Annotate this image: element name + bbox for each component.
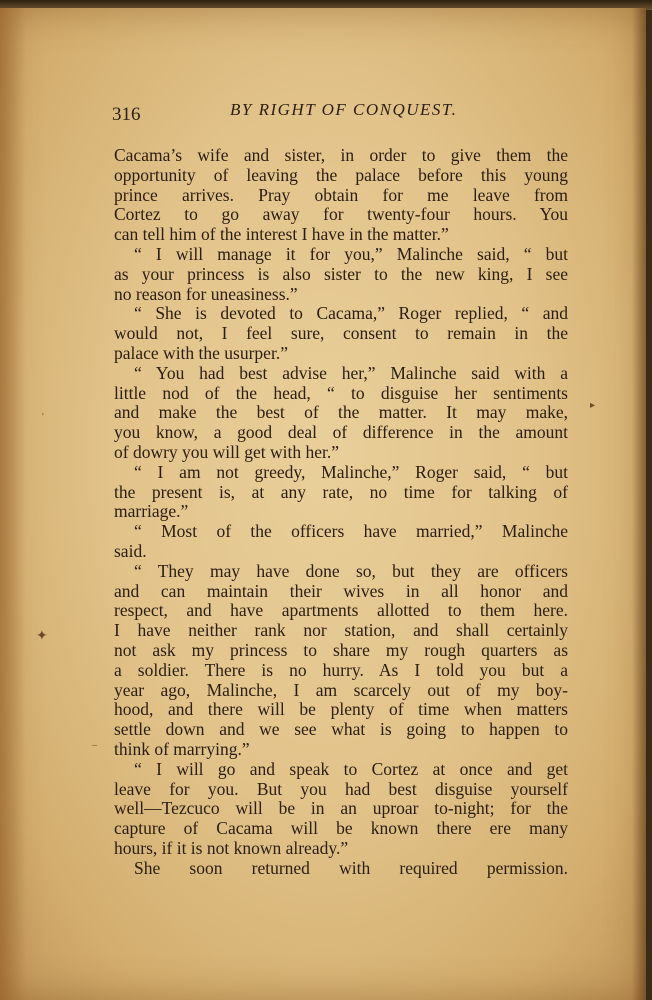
text-line: as your princess is also sister to the new king, I see [114, 263, 568, 284]
page-number: 316 [112, 104, 141, 125]
ink-spot: – [92, 740, 97, 751]
text-line: hood, and there will be plenty of time when matters [114, 699, 568, 720]
text-line: of dowry you will get with her.” [114, 441, 340, 462]
text-line: palace with the usurper.” [114, 342, 288, 363]
ink-blot: ✦ [36, 629, 48, 644]
text-line: said. [114, 540, 147, 561]
text-line: and make the best of the matter. It may make, [114, 402, 568, 423]
running-head [112, 100, 567, 126]
text-line: “ I will manage it for you,” Malinche said, “ but [134, 243, 568, 264]
text-line: “ You had best advise her,” Malinche said with a [134, 362, 568, 383]
text-line: “ Most of the officers have married,” Malinche [134, 521, 568, 542]
text-line: “ I will go and speak to Cortez at once and get [134, 758, 568, 779]
text-line: no reason for uneasiness.” [114, 283, 298, 304]
text-line: would not, I feel sure, consent to remain in the [114, 323, 568, 344]
text-line: hours, if it is not known already.” [114, 837, 349, 858]
text-line: and can maintain their wives in all honor and [114, 580, 568, 601]
text-line: Cacama’s wife and sister, in order to give them the [114, 145, 568, 165]
ink-spot: ▸ [590, 400, 596, 411]
text-line: respect, and have apartments allotted to them here. [114, 600, 568, 621]
text-line: Cortez to go away for twenty-four hours. You [114, 204, 568, 225]
text-line: She soon returned with required permission. [134, 857, 568, 878]
text-line: year ago, Malinche, I am scarcely out of my boy- [114, 679, 568, 700]
text-line: “ I am not greedy, Malinche,” Roger said, “ but [134, 461, 568, 482]
text-line: think of marrying.” [114, 738, 250, 759]
text-line: not ask my princess to share my rough quarters as [114, 639, 568, 660]
text-line: marriage.” [114, 501, 189, 522]
text-line: leave for you. But you had best disguise yourself [114, 778, 568, 799]
text-line: I have neither rank nor station, and shall certainly [114, 620, 568, 641]
text-line: well—Tezcuco will be in an uproar to-night; for the [114, 798, 568, 819]
text-line: a soldier. There is no hurry. As I told you but a [114, 659, 568, 680]
text-line: little nod of the head, “ to disguise her sentiments [114, 382, 568, 403]
text-line: you know, a good deal of difference in the amount [114, 422, 568, 443]
text-line: opportunity of leaving the palace before this young [114, 164, 568, 185]
text-line: “ She is devoted to Cacama,” Roger replied, “ and [134, 303, 568, 324]
text-line: settle down and we see what is going to happen to [114, 719, 568, 740]
body-text [114, 146, 568, 878]
text-line: the present is, at any rate, no time for talking of [114, 481, 568, 502]
running-title: BY RIGHT OF CONQUEST. [230, 100, 458, 119]
ink-spot: ' [42, 412, 44, 423]
text-line: “ They may have done so, but they are officers [134, 560, 568, 581]
text-line: can tell him of the interest I have in the matter.” [114, 224, 449, 245]
text-line: prince arrives. Pray obtain for me leave from [114, 184, 568, 205]
text-line: capture of Cacama will be known there ere many [114, 818, 568, 839]
